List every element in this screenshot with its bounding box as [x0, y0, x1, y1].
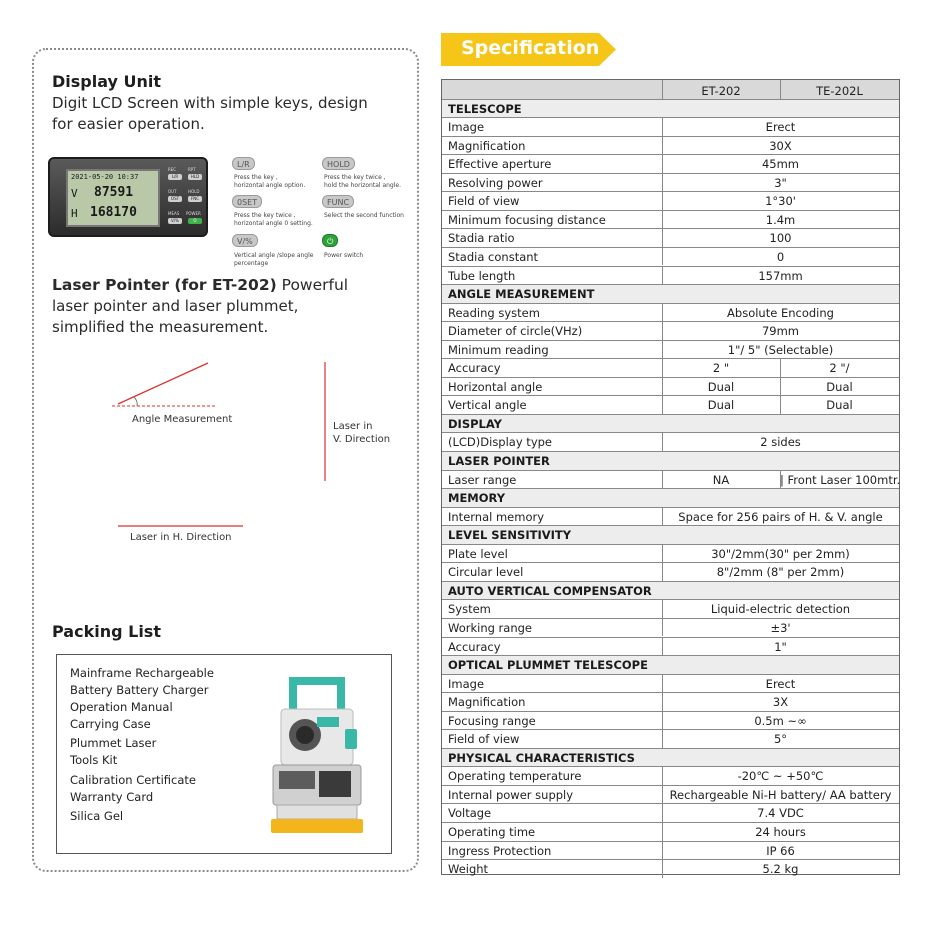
- spec-label: Image: [448, 120, 485, 135]
- key-desc-power: Power switch: [324, 252, 364, 259]
- spec-label: Laser range: [448, 472, 517, 487]
- spec-value: 5°: [773, 732, 788, 747]
- spec-label: Resolving power: [448, 175, 543, 190]
- key-badge-vpct: V/%: [232, 234, 258, 247]
- spec-row: [442, 544, 899, 563]
- spec-value-et202: Dual: [707, 379, 735, 394]
- key-desc-func: Select the second function: [324, 212, 404, 219]
- spec-row: [442, 210, 899, 229]
- section-label: LASER POINTER: [448, 454, 550, 468]
- spec-row: [442, 117, 899, 136]
- caption-angle: Angle Measurement: [132, 414, 233, 425]
- pack-item: Silica Gel: [70, 809, 124, 823]
- spec-value: 45mm: [761, 157, 800, 172]
- spec-row: [442, 803, 899, 822]
- spec-value: -20℃ ~ +50℃: [737, 769, 824, 784]
- spec-section-heading: [442, 99, 899, 118]
- spec-section-heading: [442, 488, 899, 507]
- laser-desc-2: laser pointer and laser plummet,: [52, 297, 299, 315]
- lcd-key-label-hold: HOLD: [188, 189, 200, 194]
- caption-v-2: V. Direction: [333, 434, 391, 445]
- spec-value: Space for 256 pairs of H. & V. angle: [678, 509, 883, 524]
- lcd-key-power: O: [188, 218, 202, 224]
- spec-label: Working range: [448, 620, 532, 635]
- key-desc-vpct: Vertical angle /slope angle percentage: [234, 252, 314, 267]
- key-badge-lr: L/R: [232, 157, 255, 170]
- lcd-key-lr: L/R: [168, 174, 182, 180]
- spec-header-row: [442, 80, 899, 99]
- pack-item: Mainframe Rechargeable: [70, 666, 214, 680]
- spec-label: Accuracy: [448, 639, 501, 654]
- spec-label: (LCD)Display type: [448, 435, 552, 450]
- section-label: ANGLE MEASUREMENT: [448, 287, 595, 302]
- section-label: DISPLAY: [448, 416, 502, 431]
- laser-title-rest: Powerful: [276, 276, 349, 294]
- spec-label: Image: [448, 676, 485, 691]
- spec-label: Stadia ratio: [448, 231, 515, 246]
- theodolite-image: [267, 669, 377, 849]
- spec-value: 1": [774, 639, 787, 654]
- spec-label: Minimum reading: [448, 342, 549, 357]
- spec-value-et202: 2 ": [712, 361, 730, 376]
- spec-banner: [441, 33, 616, 66]
- spec-row: [442, 599, 899, 618]
- spec-value: 3X: [772, 695, 789, 710]
- display-unit-desc-2: for easier operation.: [52, 115, 205, 133]
- lcd-key-vpct: V/%: [168, 218, 182, 224]
- spec-value-te202l: | Front Laser 100mtr.: [780, 472, 901, 487]
- header-et202: ET-202: [701, 84, 741, 98]
- spec-label: Voltage: [448, 806, 492, 821]
- spec-value: Absolute Encoding: [727, 305, 834, 320]
- lcd-v-value: 87591: [94, 185, 134, 200]
- spec-value: 30"/2mm(30" per 2mm): [711, 546, 850, 561]
- spec-row: [442, 711, 899, 730]
- lcd-h-value: 168170: [90, 205, 137, 220]
- spec-value: IP 66: [766, 843, 795, 858]
- lcd-key-label-meas: MEAS: [168, 211, 180, 216]
- spec-value: 24 hours: [755, 825, 806, 839]
- pack-item: Warranty Card: [70, 790, 154, 804]
- spec-value: 0: [776, 249, 785, 264]
- display-unit-title: Display Unit: [52, 72, 162, 91]
- spec-row: [442, 432, 899, 451]
- spec-value-et202: Dual: [707, 398, 735, 413]
- lcd-h-label: H: [71, 207, 78, 220]
- packing-box: [56, 654, 392, 854]
- pack-item: Carrying Case: [70, 717, 151, 731]
- spec-value: 79mm: [761, 324, 800, 339]
- spec-row: [442, 729, 899, 748]
- spec-value-te202l: Dual: [826, 379, 853, 394]
- spec-value: 100: [769, 231, 792, 246]
- spec-value: Erect: [765, 120, 796, 135]
- section-label: PHYSICAL CHARACTERISTICS: [448, 750, 635, 765]
- spec-row: [442, 841, 899, 860]
- spec-label: Accuracy: [448, 361, 501, 376]
- spec-label: Effective aperture: [448, 157, 552, 172]
- spec-value: Rechargeable Ni-H battery/ AA battery: [669, 787, 892, 802]
- spec-label: System: [448, 602, 491, 617]
- spec-table: [441, 79, 900, 875]
- pack-item: Tools Kit: [70, 753, 118, 767]
- lcd-key-label-out: OUT: [168, 189, 177, 194]
- key-desc-hold: Press the key twice , hold the horizontal angle.: [324, 174, 401, 189]
- spec-value: 1"/ 5" (Selectable): [727, 342, 834, 357]
- spec-section-heading: [442, 451, 899, 470]
- spec-value: 7.4 VDC: [757, 806, 804, 821]
- spec-label: Internal power supply: [448, 787, 574, 802]
- pack-item: Battery Battery Charger: [70, 683, 209, 697]
- spec-row: [442, 358, 899, 377]
- spec-value: Erect: [765, 676, 796, 691]
- spec-value-et202: NA: [712, 472, 730, 487]
- spec-row: [442, 191, 899, 210]
- spec-label: Tube length: [448, 268, 516, 283]
- laser-title: Laser Pointer (for ET-202): [52, 276, 277, 294]
- spec-value: 1°30': [765, 194, 796, 209]
- spec-section-heading: [442, 525, 899, 544]
- spec-row: [442, 822, 899, 841]
- spec-label: Diameter of circle(VHz): [448, 324, 583, 339]
- spec-label: Circular level: [448, 565, 524, 580]
- spec-value: 0.5m ~∞: [754, 713, 807, 728]
- pack-item: Plummet Laser: [70, 736, 157, 750]
- spec-row: [442, 785, 899, 804]
- spec-section-heading: [442, 284, 899, 303]
- spec-row: [442, 154, 899, 173]
- spec-row: [442, 303, 899, 322]
- lcd-key-hld: HLD: [188, 174, 202, 180]
- spec-row: [442, 377, 899, 396]
- spec-label: Internal memory: [448, 509, 545, 524]
- spec-row: [442, 340, 899, 359]
- key-desc-0set: Press the key twice , horizontal angle 0 setting.: [234, 212, 313, 227]
- spec-banner-title: Specification: [461, 37, 600, 59]
- spec-row: [442, 321, 899, 340]
- lcd-key-ost: OST: [168, 196, 182, 202]
- spec-value: 3": [774, 175, 787, 190]
- spec-row: [442, 859, 899, 878]
- pack-item: Calibration Certificate: [70, 773, 196, 787]
- spec-label: Reading system: [448, 305, 540, 320]
- spec-section-heading: [442, 748, 899, 767]
- spec-row: [442, 692, 899, 711]
- spec-label: Field of view: [448, 732, 520, 747]
- section-label: AUTO VERTICAL COMPENSATOR: [448, 583, 652, 598]
- key-desc-lr: Press the key , horizontal angle option.: [234, 174, 306, 189]
- spec-row: [442, 507, 899, 526]
- section-label: TELESCOPE: [448, 101, 522, 116]
- spec-value: 157mm: [758, 268, 803, 283]
- spec-row: [442, 470, 899, 489]
- laser-desc-3: simplified the measurement.: [52, 318, 269, 336]
- power-icon: ⏻: [322, 234, 338, 247]
- spec-label: Operating temperature: [448, 769, 582, 784]
- key-badge-func: FUNC: [322, 195, 354, 208]
- caption-v-1: Laser in: [333, 421, 373, 432]
- section-label: MEMORY: [448, 491, 506, 506]
- spec-label: Focusing range: [448, 713, 536, 728]
- spec-row: [442, 674, 899, 693]
- spec-label: Field of view: [448, 194, 520, 209]
- spec-row: [442, 136, 899, 155]
- spec-label: Magnification: [448, 695, 526, 710]
- spec-value: ±3': [770, 620, 791, 635]
- spec-label: Magnification: [448, 138, 526, 153]
- spec-label: Weight: [448, 862, 489, 877]
- spec-label: Horizontal angle: [448, 379, 543, 394]
- spec-value-te202l: 2 "/: [829, 361, 850, 376]
- angle-laser-line: [118, 363, 208, 404]
- pack-item: Operation Manual: [70, 700, 173, 714]
- spec-row: [442, 247, 899, 266]
- spec-row: [442, 618, 899, 637]
- spec-label: Ingress Protection: [448, 843, 552, 858]
- display-unit-desc-1: Digit LCD Screen with simple keys, design: [52, 94, 368, 112]
- lcd-key-fnc: FNC: [188, 196, 202, 202]
- spec-value: 8"/2mm (8" per 2mm): [716, 565, 845, 580]
- spec-section-heading: [442, 581, 899, 600]
- key-badge-0set: 0SET: [232, 195, 262, 208]
- lcd-key-label-rpt: RPT: [188, 167, 196, 172]
- spec-label: Minimum focusing distance: [448, 212, 606, 227]
- spec-row: [442, 266, 899, 285]
- spec-label: Plate level: [448, 546, 508, 561]
- spec-row: [442, 395, 899, 414]
- header-te202l: TE-202L: [816, 84, 863, 98]
- section-label: OPTICAL PLUMMET TELESCOPE: [448, 658, 648, 673]
- spec-value-te202l: Dual: [826, 398, 853, 413]
- spec-section-heading: [442, 414, 899, 433]
- caption-h: Laser in H. Direction: [130, 532, 232, 543]
- spec-row: [442, 173, 899, 192]
- spec-row: [442, 562, 899, 581]
- angle-arc: [134, 397, 137, 406]
- spec-section-heading: [442, 655, 899, 674]
- spec-label: Stadia constant: [448, 249, 539, 264]
- spec-value: 2 sides: [760, 435, 801, 450]
- lcd-datetime: 2021-05-20 10:37: [71, 173, 139, 181]
- spec-value: 5.2 kg: [762, 862, 799, 877]
- lcd-key-label-rec: REC: [168, 167, 177, 172]
- spec-label: Operating time: [448, 825, 536, 839]
- spec-row: [442, 766, 899, 785]
- lcd-key-label-power: POWER: [186, 211, 201, 216]
- packing-title: Packing List: [52, 622, 161, 641]
- section-label: LEVEL SENSITIVITY: [448, 528, 572, 543]
- key-badge-hold: HOLD: [322, 157, 355, 170]
- spec-value: 1.4m: [765, 212, 796, 227]
- spec-row: [442, 228, 899, 247]
- spec-row: [442, 637, 899, 656]
- spec-value: 30X: [769, 138, 792, 153]
- spec-value: Liquid-electric detection: [710, 602, 851, 617]
- spec-label: Vertical angle: [448, 398, 527, 413]
- lcd-v-label: V: [71, 187, 78, 200]
